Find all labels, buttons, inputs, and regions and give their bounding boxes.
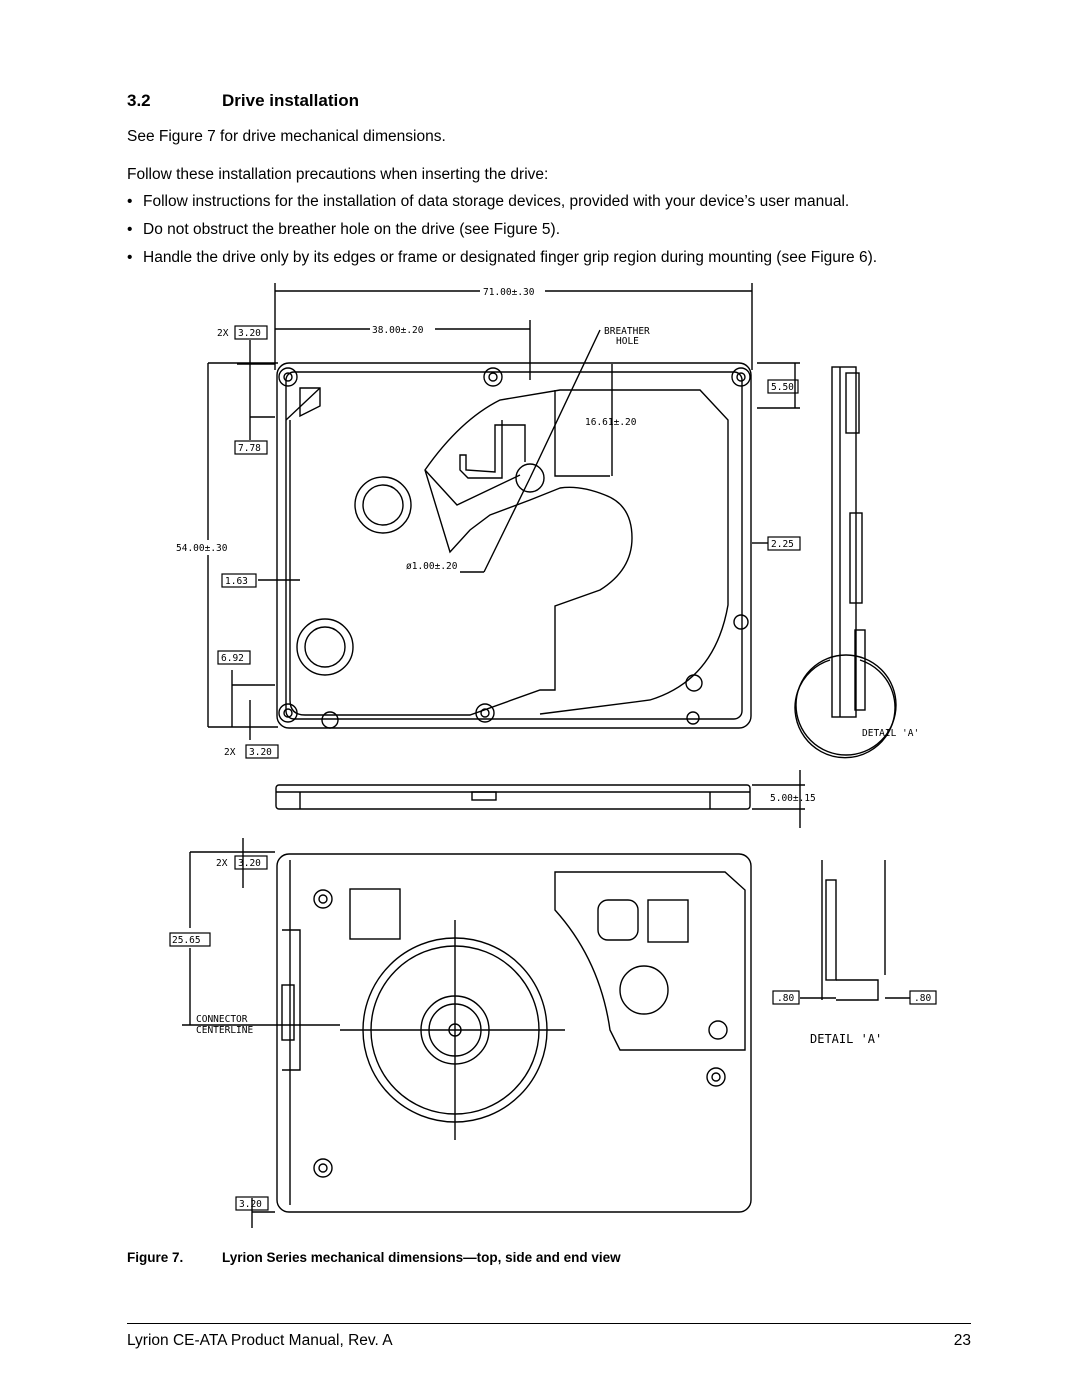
bullet-item: • Handle the drive only by its edges or frame or designated finger grip region during mounting (see Figure 6). — [127, 249, 878, 266]
intro-paragraph: See Figure 7 for drive mechanical dimensions. — [127, 128, 446, 145]
precautions-lead: Follow these installation precautions when inserting the drive: — [127, 166, 549, 183]
footer-rule — [127, 1323, 971, 1324]
dim-bot-320: 3.20 — [238, 858, 261, 869]
label-centerline: CENTERLINE — [196, 1025, 254, 1036]
bullet-item: • Follow instructions for the installation of data storage devices, provided with your device’s user manual. — [127, 193, 850, 210]
page-number: 23 — [953, 1332, 971, 1349]
dim-778: 7.78 — [238, 443, 261, 454]
bullet-item: • Do not obstruct the breather hole on the drive (see Figure 5). — [127, 221, 561, 238]
dim-overall-height: 54.00±.30 — [176, 543, 228, 554]
footer-title: Lyrion CE-ATA Product Manual, Rev. A — [127, 1332, 393, 1349]
figure-label: Figure 7. — [127, 1250, 184, 1265]
label-detail-a-large: DETAIL 'A' — [810, 1032, 883, 1046]
label-connector: CONNECTOR — [196, 1014, 248, 1025]
figure-caption — [127, 1250, 621, 1265]
dim-080b: .80 — [914, 993, 932, 1004]
label-2x: 2X — [217, 328, 229, 339]
dim-hole-offset: 38.00±.20 — [372, 325, 424, 336]
dim-bottom-320: 3.20 — [249, 747, 272, 758]
label-breather: BREATHER — [604, 326, 650, 337]
dim-080a: .80 — [777, 993, 795, 1004]
label-detail-a: DETAIL 'A' — [862, 728, 920, 739]
dim-overall-width: 71.00±.30 — [483, 287, 535, 298]
dim-top-320: 3.20 — [238, 328, 261, 339]
section-title: Drive installation — [222, 91, 359, 110]
dim-bot-320b: 3.20 — [239, 1199, 262, 1210]
dim-hole-diameter: ø1.00±.20 — [406, 561, 458, 572]
label-2x: 2X — [216, 858, 228, 869]
dim-2565: 25.65 — [172, 935, 201, 946]
section-number: 3.2 — [127, 91, 151, 110]
label-hole: HOLE — [616, 336, 639, 347]
label-2x: 2X — [224, 747, 236, 758]
dim-thickness: 5.00±.15 — [770, 793, 816, 804]
dim-breather-offset: 16.61±.20 — [585, 417, 637, 428]
figure-caption-text: Lyrion Series mechanical dimensions—top, side and end view — [222, 1250, 621, 1265]
dim-692: 6.92 — [221, 653, 244, 664]
dim-225: 2.25 — [771, 539, 794, 550]
dim-163: 1.63 — [225, 576, 248, 587]
dim-550: 5.50 — [771, 382, 794, 393]
